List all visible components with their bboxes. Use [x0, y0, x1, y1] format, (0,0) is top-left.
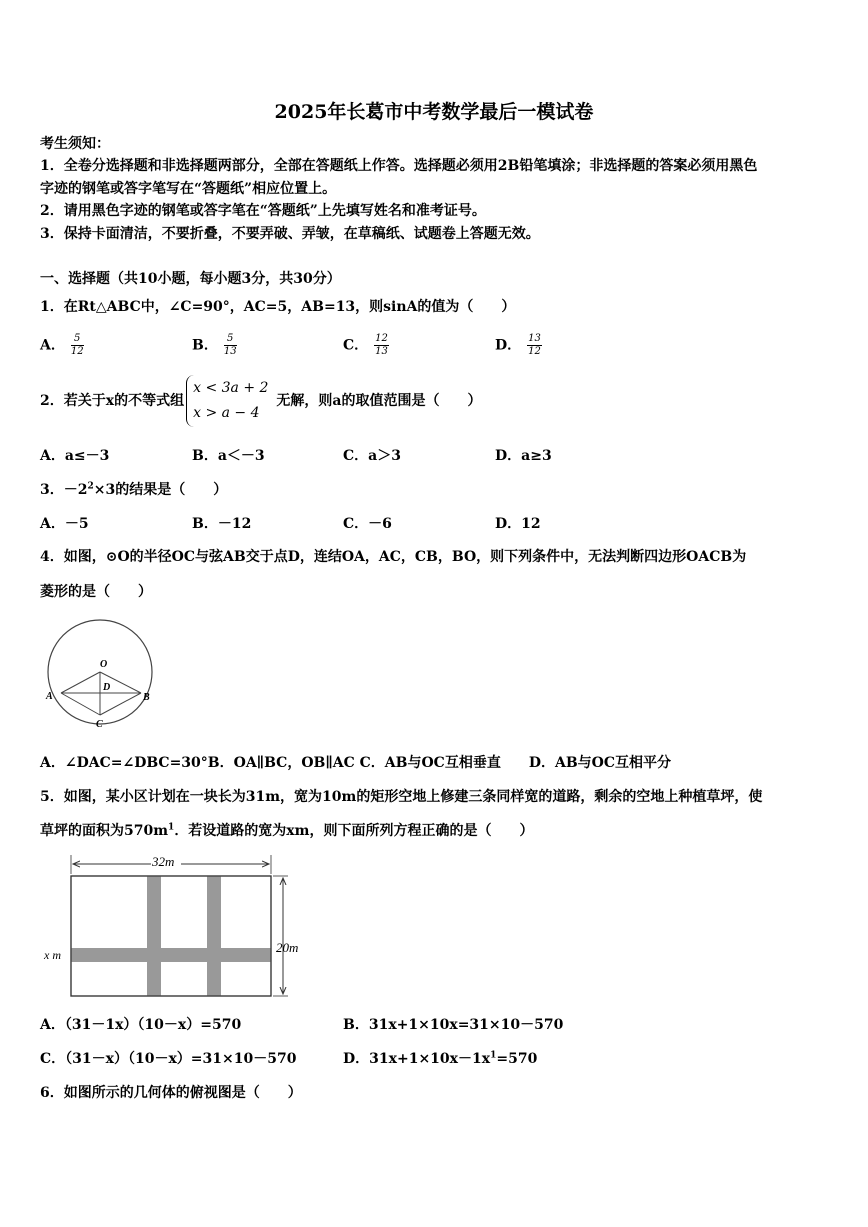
question-4-stem-b: 菱形的是（ ）: [40, 584, 152, 600]
page-title: 2025年长葛市中考数学最后一模试卷: [274, 101, 594, 123]
question-4-stem-a: 4．如图，⊙O的半径OC与弦AB交于点D，连结OA，AC，CB，BO，则下列条件中，无法判断四边形OACB为: [40, 549, 747, 565]
notice-line-1a: 1．全卷分选择题和非选择题两部分，全部在答题纸上作答。选择题必须用2B铅笔填涂；非选择题的答案必须用黑色: [40, 158, 758, 174]
label-a: A: [46, 691, 53, 702]
question-5-stem-a: 5．如图，某小区计划在一块长为31m，宽为10m的矩形空地上修建三条同样宽的道路，剩余的空地上种植草坪，使: [40, 789, 763, 805]
label-c: C: [96, 719, 103, 730]
notice-line-3: 3．保持卡面清洁，不要折叠，不要弄破、弄皱，在草稿纸、试题卷上答题无效。: [40, 226, 540, 242]
road-vertical-1: [147, 876, 161, 996]
q2-option-d: D．a≥3: [495, 448, 552, 464]
road-vertical-2: [207, 876, 221, 996]
q4-options: A．∠DAC=∠DBC=30°B．OA∥BC，OB∥AC C．AB与OC互相垂直 D．AB与OC互相平分: [40, 755, 671, 771]
question-3-stem: 3．$-2^2\times 3$的结果是（ ）: [40, 481, 228, 498]
road-width-label: x m: [44, 948, 61, 962]
q5-option-c: C．（31－x）（10－x）=31×10－570: [40, 1051, 297, 1067]
q5-option-a: A．（31－1x）（10－x）=570: [40, 1017, 242, 1033]
notice-heading: 考生须知：: [40, 136, 110, 152]
q5-option-d: D．$31x+1\times 10x-1x^1=570$: [343, 1050, 538, 1067]
question-1-stem: 1．在Rt△ABC中，∠C=90°，AC=5，AB=13，则sinA的值为（ ）: [40, 299, 516, 315]
inequality-system: x < 3a + 2 x > a − 4: [186, 375, 274, 427]
notice-line-2: 2．请用黑色字迹的钢笔或答字笔在“答题纸”上先填写姓名和准考证号。: [40, 203, 486, 219]
q1-option-d: D． $\frac{13}{12}$: [495, 333, 541, 357]
label-o: O: [100, 659, 108, 670]
section-heading: 一、选择题（共10小题，每小题3分，共30分）: [40, 271, 341, 287]
road-horizontal: [71, 948, 271, 962]
label-b: B: [143, 692, 150, 703]
q3-option-d: D．12: [495, 516, 541, 532]
q2-option-c: C．a＞3: [343, 448, 401, 464]
height-label: 20m: [276, 940, 299, 955]
question-2-stem: 2．若关于x的不等式组 x < 3a + 2 x > a − 4 无解，则a的取值范围是（ ）: [40, 375, 482, 427]
notice-line-1b: 字迹的钢笔或答字笔写在“答题纸”相应位置上。: [40, 181, 337, 197]
q3-option-c: C．－6: [343, 516, 392, 532]
width-label: 32m: [152, 854, 175, 869]
q5-option-b: B．31x+1×10x=31×10－570: [343, 1017, 564, 1033]
q1-option-b: B． $\frac{5}{13}$: [192, 333, 237, 357]
road-figure: [40, 846, 320, 1001]
circle-figure: [40, 615, 165, 733]
q3-option-b: B．－12: [192, 516, 252, 532]
label-d: D: [103, 682, 111, 693]
question-5-stem-b: 草坪的面积为$570m^1$．若设道路的宽为xm，则下面所列方程正确的是（ ）: [40, 822, 534, 839]
q1-option-a: A． $\frac{5}{12}$: [40, 333, 84, 357]
q2-option-a: A．a≤－3: [40, 448, 110, 464]
question-6-stem: 6．如图所示的几何体的俯视图是（ ）: [40, 1085, 302, 1101]
q2-option-b: B．a＜－3: [192, 448, 265, 464]
q3-option-a: A．－5: [40, 516, 89, 532]
q1-option-c: C． $\frac{12}{13}$: [343, 333, 388, 357]
